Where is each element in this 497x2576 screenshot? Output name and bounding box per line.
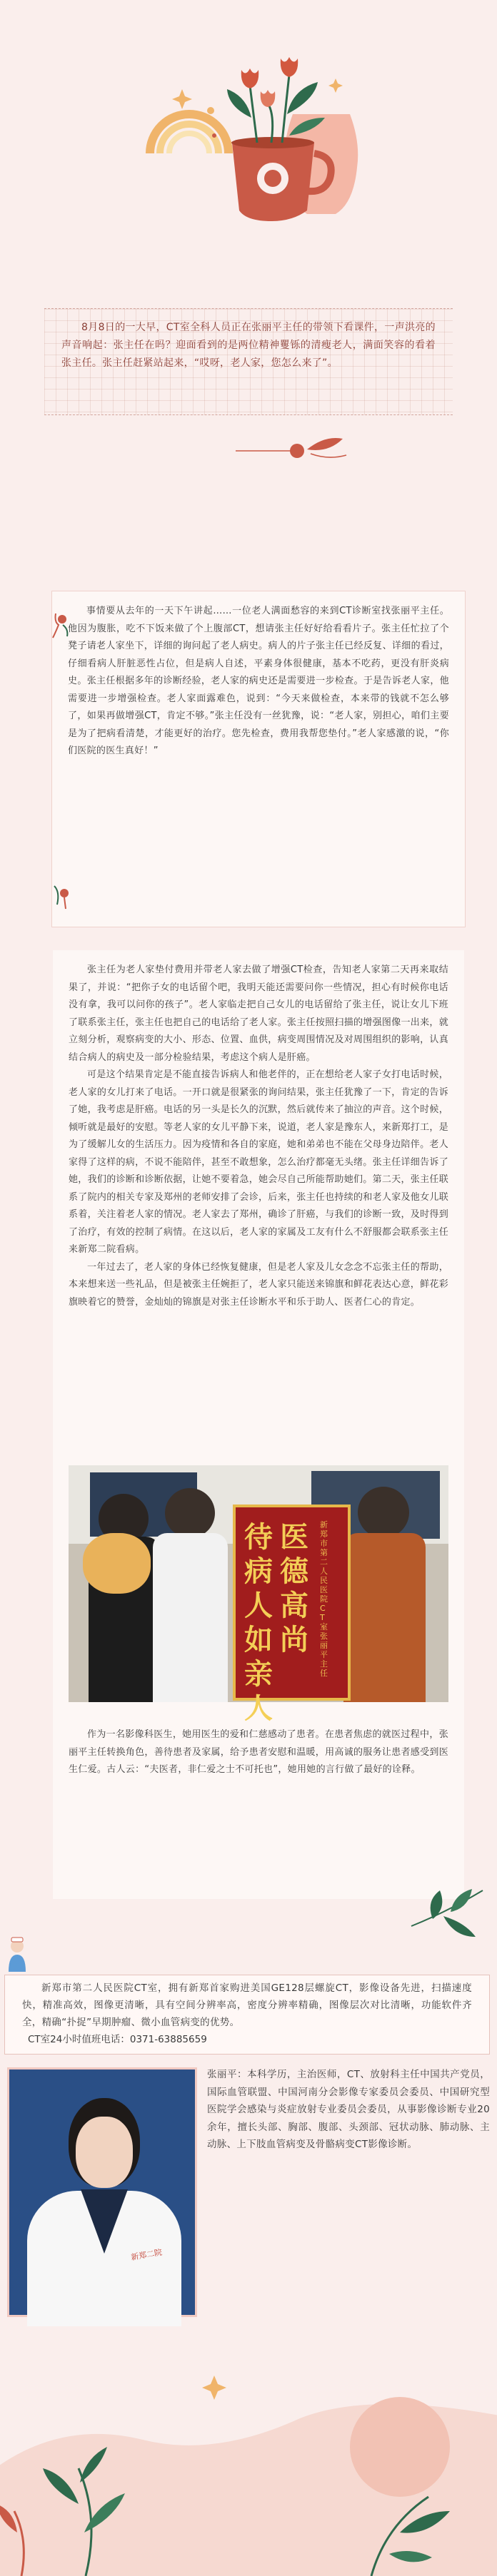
story-box [51,591,466,927]
intro-paragraph: 8月8日的一大早，CT室全科人员正在张丽平主任的带领下看课件，一声洪亮的声音响起：张主任在吗？迎面看到的是两位精神矍铄的清瘦老人，满面笑容的看着张主任。张主任赶紧站起来，“哎呀，老人家，您怎么来了”。 [61,322,436,369]
lamp-icon-bottom [50,883,74,912]
leaf-decoration [404,1883,490,1940]
banner-flag [233,1505,351,1725]
rainbow-icon [150,107,229,153]
doctor-bio-box [207,2066,490,2154]
hospital-box [4,1975,490,2055]
doctor-bio: 张丽平：本科学历，主治医师，CT、放射科主任中国共产党员，国际血管联盟、中国河南分会影像专家委员会委员、中国研究型医院学会感染与炎症放射专业委员会委员，从事影像诊断专业20余年，擅长头部、胸部、腹部、头颈部、冠状动脉、肺动脉、主动脉、上下肢血管病变及骨骼病变CT影像诊断。 [207,2069,490,2150]
tulip-cup-illustration [0,0,497,235]
main-closing: 作为一名影像科医生，她用医生的爱和仁慈感动了患者。在患者焦虑的就医过程中，张丽平主任转换角色，善待患者及家属，给予患者安慰和温暖，用高诚的服务让患者感受到医生仁爱。古人云：“夫医者，非仁爱之士不可托也”，她用她的言行做了最好的诠释。 [69,1729,449,1775]
main-paragraph-3: 一年过去了，老人家的身体已经恢复健康，但是老人家及儿女念念不忘张主任的帮助，本来想来送一些礼品，但是被张主任婉拒了，老人家只能送来锦旗和鲜花表达心意，鲜花彩旗映着它的赞誉，金灿灿的锦旗是对张主任诊断水平和乐于助人、医者仁心的肯定。 [69,1261,449,1308]
banner-side-text: 新郑市第二人民医院CT室张丽平主任 [320,1520,328,1678]
main-text [53,950,464,1311]
doctor-coat-text: 新郑二院 [130,2247,164,2263]
intro-box [44,308,453,415]
main-box [53,950,464,1899]
doctor-photo [7,2067,197,2317]
nurse-icon [4,1936,30,1973]
leaf-sprig-icon [236,421,364,464]
hospital-phone: CT室24小时值班电话：0371-63885659 [28,2034,207,2045]
botanical-decoration [0,2333,497,2576]
main-paragraph-2: 可是这个结果肯定是不能直接告诉病人和他老伴的，正在想给老人家子女打电话时候，老人家的女儿打来了电话。一开口就是很紧张的询问结果，张主任犹豫了一下，肯定的告诉了她，我考虑是肝癌。电话的另一头是长久的沉默，然后就传来了抽泣的声音。这个时候，倾听就是最好的安慰。等老人家的女儿平静下来，说道，老人家是豫东人，来新郑打工，是为了缓解儿女的生活压力。因为疫情和各自的家庭，她和弟弟也不能在父母身边陪伴。老人家得了这样的病，不说不能陪伴，甚至不敢想象，怎么治疗都毫无头绪。张主任详细告诉了她，我们的诊断和诊断依据，让她不要着急，她会尽自己所能帮助她们。第二天，张主任联系了院内的相关专家及郑州的老师安排了会诊，后来，张主任也持续的和老人家及他女儿联系着，关注着老人家的情况。老人家去了郑州，确诊了肝癌，与我们的诊断一致，及时得到了治疗，有效的控制了病情。在这以后，老人家的家属及工友有什么不舒服都会联系张主任来新郑二院看病。 [69,1069,449,1255]
lamp-icon [50,612,74,641]
story-paragraph: 事情要从去年的一天下午讲起……一位老人满面愁容的来到CT诊断室找张丽平主任。他因为腹胀，吃不下饭来做了个上腹部CT，想请张主任好好给看看片子。张主任忙拉了个凳子请老人家坐下，详细的询问起了老人病史。病人的片子张主任已经反复、详细的看过，仔细看病人肝脏恶性占位，但是病人自述，平素身体很健康，基本不吃药，更没有肝炎病史。张主任根据多年的诊断经验，老人家的病史还是需要进一步检查。于是告诉老人家，他需要进一步增强检查。老人家面露难色，说到：“今天来做检查，本来带的钱就不怎么够了，如果再做增强CT，肯定不够。”张主任没有一丝犹豫，说：“老人家，别担心，咱们主要是为了把病看清楚，才能更好的治疗。您先检查，费用我帮您垫付。”老人家感激的说，“你们医院的医生真好！” [68,606,449,756]
banner-line-2: 医德高尚 [280,1520,308,1656]
banner-photo [69,1465,448,1725]
main-paragraph-1: 张主任为老人家垫付费用并带老人家去做了增强CT检查，告知老人家第二天再来取结果了，并说：“把你子女的电话留个吧，我明天能还需要问你一些情况，担心有时候你电话没有拿，我可以问你的孩子”。老人家临走把自己女儿的电话留给了张主任，说让女儿下班了联系张主任，张主任也把自己的电话给了老人家。张主任按照扫描的增强图像一出来，就立刻分析，观察病变的大小、形态、位置、血供，病变周围情况及对周围组织的影响，认真结合病人的病史及一部分检验结果，考虑这个病人是肝癌。 [69,964,449,1063]
hospital-intro: 新郑市第二人民医院CT室，拥有新郑首家购进美国GE128层螺旋CT，影像设备先进，扫描速度快，精准高效，图像更清晰，具有空间分辨率高，密度分辨率精确，图像层次对比清晰，功能软件齐全，精确“扑捉”早期肿瘤、微小血管病变的优势。 [22,1982,472,2028]
banner-line-1: 待病人如亲人 [244,1520,273,1725]
